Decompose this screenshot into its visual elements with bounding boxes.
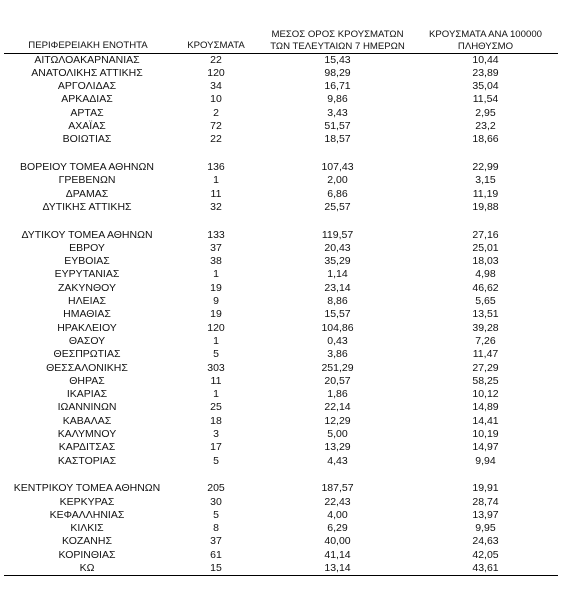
region-cell: ΔΥΤΙΚΗΣ ΑΤΤΙΚΗΣ [42, 200, 132, 213]
avg7-cell: 3,86 [327, 348, 348, 361]
per100k-cell: 25,01 [472, 241, 499, 254]
per100k-cell: 5,65 [475, 295, 496, 308]
avg7-cell: 22,43 [324, 495, 351, 508]
per100k-cell: 3,15 [475, 174, 496, 187]
cases-cell: 2 [213, 106, 219, 119]
spacer-row [4, 468, 558, 482]
per100k-cell: 19,88 [472, 200, 499, 213]
per100k-cell: 58,25 [472, 374, 499, 387]
avg7-cell: 107,43 [321, 160, 354, 173]
avg7-cell: 13,29 [324, 441, 351, 454]
region-cell: ΑΡΓΟΛΙΔΑΣ [57, 80, 117, 93]
table-row [4, 401, 558, 414]
cases-cell: 30 [210, 495, 222, 508]
avg7-cell: 22,14 [324, 401, 351, 414]
region-cell: ΚΕΡΚΥΡΑΣ [59, 495, 115, 508]
table-row [4, 308, 558, 321]
per100k-cell: 4,98 [475, 268, 496, 281]
avg7-cell: 4,00 [327, 508, 348, 521]
table-row [4, 174, 558, 187]
cases-cell: 1 [213, 174, 219, 187]
table-row [4, 295, 558, 308]
per100k-cell: 11,19 [472, 187, 499, 200]
cases-cell: 32 [210, 200, 222, 213]
cases-cell: 22 [210, 133, 222, 146]
table-row [4, 67, 558, 80]
cases-cell: 25 [210, 401, 222, 414]
table-row [4, 229, 558, 242]
per100k-cell: 19,91 [472, 482, 499, 495]
region-cell: ΑΡΤΑΣ [70, 106, 104, 119]
region-cell: ΙΩΑΝΝΙΝΩΝ [57, 401, 117, 414]
avg7-cell: 5,00 [327, 428, 348, 440]
table-row [4, 242, 558, 255]
region-cell [4, 214, 170, 228]
avg7-cell: 0,43 [327, 334, 348, 347]
avg7-cell: 51,57 [324, 119, 351, 132]
table-row [4, 535, 558, 548]
per100k-cell: 14,41 [472, 414, 499, 427]
table-row [4, 107, 558, 120]
per100k-cell: 27,16 [472, 228, 499, 241]
per100k-cell: 46,62 [472, 281, 499, 294]
region-cell: ΚΩ [4, 562, 170, 576]
avg7-cell: 4,43 [327, 454, 348, 467]
region-cell: ΘΕΣΣΑΛΟΝΙΚΗΣ [46, 361, 128, 374]
avg7-cell: 15,43 [324, 53, 351, 66]
avg7-cell: 9,86 [327, 93, 348, 106]
per100k-cell: 27,29 [472, 361, 499, 374]
avg7-cell: 1,86 [327, 388, 348, 401]
avg7-cell: 2,00 [327, 174, 348, 187]
per100k-cell: 9,94 [475, 454, 496, 467]
cases-cell: 1 [213, 334, 219, 347]
table-row [4, 255, 558, 268]
cases-cell: 61 [210, 548, 222, 561]
cases-cell: 136 [207, 160, 225, 173]
cases-cell: 37 [210, 241, 222, 254]
table-row [4, 522, 558, 535]
cases-cell: 37 [210, 535, 222, 548]
avg7-cell: 15,57 [324, 308, 351, 321]
per100k-cell: 11,47 [472, 348, 499, 361]
cases-cell: 120 [207, 66, 225, 79]
spacer-row [4, 214, 558, 228]
table-row [4, 441, 558, 454]
cases-cell: 19 [210, 281, 222, 294]
per100k-cell: 43,61 [413, 562, 558, 576]
table-row [4, 388, 558, 401]
table-row [4, 188, 558, 201]
per100k-cell: 14,97 [472, 441, 499, 454]
per100k-cell: 23,89 [472, 66, 499, 79]
avg7-cell: 251,29 [321, 361, 354, 374]
avg7-cell: 104,86 [321, 321, 354, 334]
cases-cell: 72 [210, 119, 222, 132]
cases-cell: 22 [210, 53, 222, 66]
per100k-cell [413, 468, 558, 482]
avg7-cell [262, 468, 413, 482]
table-row [4, 335, 558, 348]
cases-cell: 38 [210, 255, 222, 268]
header-per100k: ΚΡΟΥΣΜΑΤΑ ΑΝΑ 100000 ΠΛΗΘΥΣΜΟ [413, 12, 558, 53]
spacer-row [4, 147, 558, 161]
table-row [4, 348, 558, 361]
cases-cell: 120 [207, 321, 225, 334]
per100k-cell [413, 147, 558, 161]
region-cell: ΚΑΡΔΙΤΣΑΣ [58, 441, 116, 454]
region-cell: ΕΥΒΟΙΑΣ [64, 255, 110, 268]
table-row [4, 120, 558, 133]
avg7-cell: 119,57 [321, 228, 354, 241]
region-cell: ΚΕΝΤΡΙΚΟΥ ΤΟΜΕΑ ΑΘΗΝΩΝ [13, 482, 161, 495]
avg7-cell: 3,43 [327, 106, 348, 119]
avg7-cell: 35,29 [324, 255, 351, 268]
region-cell [4, 468, 170, 482]
region-cell: ΚΕΦΑΛΛΗΝΙΑΣ [49, 508, 125, 521]
region-cell: ΓΡΕΒΕΝΩΝ [58, 174, 116, 187]
per100k-cell: 23,2 [475, 119, 496, 132]
avg7-cell [262, 214, 413, 228]
cases-cell: 1 [213, 268, 219, 281]
cases-cell: 5 [213, 508, 219, 521]
avg7-cell: 8,86 [327, 295, 348, 308]
avg7-cell: 6,29 [327, 522, 348, 535]
avg7-cell: 187,57 [321, 482, 354, 495]
per100k-cell: 39,28 [472, 321, 499, 334]
per100k-cell [413, 214, 558, 228]
per100k-cell: 10,19 [472, 428, 499, 440]
region-cell: ΙΚΑΡΙΑΣ [66, 388, 108, 401]
avg7-cell: 20,43 [324, 241, 351, 254]
avg7-cell: 98,29 [324, 66, 351, 79]
table-row [4, 415, 558, 428]
per100k-cell: 7,26 [475, 334, 496, 347]
region-cell: ΔΥΤΙΚΟΥ ΤΟΜΕΑ ΑΘΗΝΩΝ [21, 228, 153, 241]
region-cell: ΒΟΡΕΙΟΥ ΤΟΜΕΑ ΑΘΗΝΩΝ [20, 160, 154, 173]
cases-cell: 133 [207, 228, 225, 241]
region-cell: ΚΟΖΑΝΗΣ [62, 535, 112, 548]
region-cell: ΗΡΑΚΛΕΙΟΥ [57, 321, 117, 334]
cases-cell: 10 [210, 93, 222, 106]
region-cell: ΘΑΣΟΥ [68, 334, 106, 347]
avg7-cell: 1,14 [327, 268, 348, 281]
avg7-cell: 20,57 [324, 374, 351, 387]
avg7-cell: 40,00 [324, 535, 351, 548]
per100k-cell: 13,97 [472, 508, 499, 521]
cases-cell [170, 147, 262, 161]
table-row [4, 496, 558, 509]
per100k-cell: 14,89 [472, 401, 499, 414]
cases-cell [170, 214, 262, 228]
cases-cell: 3 [213, 428, 219, 440]
cases-cell [170, 468, 262, 482]
region-cell: ΑΧΑΪΑΣ [68, 119, 106, 132]
cases-cell: 205 [207, 482, 225, 495]
cases-cell: 17 [210, 441, 222, 454]
cases-cell: 5 [213, 348, 219, 361]
region-cell: ΚΑΒΑΛΑΣ [62, 414, 112, 427]
table-row [4, 455, 558, 468]
cases-cell: 15 [170, 562, 262, 576]
region-cell: ΘΕΣΠΡΩΤΙΑΣ [53, 348, 121, 361]
region-cell: ΒΟΙΩΤΙΑΣ [62, 133, 112, 146]
table-row [4, 133, 558, 146]
region-cell: ΚΑΛΥΜΝΟΥ [57, 428, 117, 440]
per100k-cell: 24,63 [472, 535, 499, 548]
per100k-cell: 10,12 [472, 388, 499, 401]
region-cell: ΑΡΚΑΔΙΑΣ [61, 93, 113, 106]
cases-cell: 11 [210, 374, 222, 387]
per100k-cell: 13,51 [472, 308, 499, 321]
per100k-cell: 28,74 [472, 495, 499, 508]
cases-cell: 34 [210, 80, 222, 93]
table-row [4, 428, 558, 441]
avg7-cell: 18,57 [324, 133, 351, 146]
header-region: ΠΕΡΙΦΕΡΕΙΑΚΗ ΕΝΟΤΗΤΑ [4, 12, 170, 53]
cases-cell: 11 [210, 187, 222, 200]
table-row [4, 322, 558, 335]
avg7-cell: 13,14 [262, 562, 413, 576]
per100k-cell: 42,05 [472, 548, 499, 561]
per100k-cell: 18,03 [472, 255, 499, 268]
region-cell: ΔΡΑΜΑΣ [65, 187, 109, 200]
avg7-cell: 6,86 [327, 187, 348, 200]
table-row [4, 509, 558, 522]
region-cell: ΚΟΡΙΝΘΙΑΣ [58, 548, 116, 561]
region-cell: ΑΙΤΩΛΟΑΚΑΡΝΑΝΙΑΣ [34, 53, 140, 66]
avg7-cell: 16,71 [324, 80, 351, 93]
region-cell: ΚΙΛΚΙΣ [70, 522, 104, 535]
cases-cell: 5 [213, 454, 219, 467]
region-cell: ΑΝΑΤΟΛΙΚΗΣ ΑΤΤΙΚΗΣ [31, 66, 143, 79]
table-row [4, 201, 558, 214]
cases-cell: 303 [207, 361, 225, 374]
table-row [4, 375, 558, 388]
avg7-cell: 41,14 [324, 548, 351, 561]
cases-cell: 8 [213, 522, 219, 535]
region-cell: ΚΑΣΤΟΡΙΑΣ [57, 454, 117, 467]
table-row [4, 362, 558, 375]
table-row [4, 161, 558, 174]
region-cell: ΕΒΡΟΥ [69, 241, 105, 254]
avg7-cell [262, 147, 413, 161]
avg7-cell: 25,57 [324, 200, 351, 213]
cases-cell: 18 [210, 414, 222, 427]
region-cell: ΗΜΑΘΙΑΣ [63, 308, 111, 321]
avg7-cell: 12,29 [324, 414, 351, 427]
table-row [4, 562, 558, 576]
cases-table [4, 12, 558, 576]
table-row [4, 282, 558, 295]
region-cell: ΕΥΡΥΤΑΝΙΑΣ [54, 268, 120, 281]
table-row [4, 482, 558, 495]
table-row [4, 80, 558, 93]
table-row [4, 53, 558, 67]
table-header [4, 12, 558, 53]
header-avg7: ΜΕΣΟΣ ΟΡΟΣ ΚΡΟΥΣΜΑΤΩΝ ΤΩΝ ΤΕΛΕΥΤΑΙΩΝ 7 ΗΜΕΡΩΝ [262, 12, 413, 53]
table-row [4, 268, 558, 281]
per100k-cell: 10,44 [472, 53, 499, 66]
per100k-cell: 9,95 [475, 522, 496, 535]
region-cell [4, 147, 170, 161]
per100k-cell: 18,66 [472, 133, 499, 146]
table-body [4, 53, 558, 576]
per100k-cell: 22,99 [472, 160, 499, 173]
cases-cell: 19 [210, 308, 222, 321]
cases-cell: 1 [213, 388, 219, 401]
per100k-cell: 11,54 [472, 93, 499, 106]
header-cases: ΚΡΟΥΣΜΑΤΑ [170, 12, 262, 53]
avg7-cell: 23,14 [324, 281, 351, 294]
region-cell: ΖΑΚΥΝΘΟΥ [57, 281, 116, 294]
table-row [4, 549, 558, 562]
table-row [4, 93, 558, 106]
per100k-cell: 35,04 [472, 80, 499, 93]
cases-cell: 9 [213, 295, 219, 308]
per100k-cell: 2,95 [475, 106, 496, 119]
region-cell: ΗΛΕΙΑΣ [67, 295, 106, 308]
region-cell: ΘΗΡΑΣ [69, 374, 105, 387]
